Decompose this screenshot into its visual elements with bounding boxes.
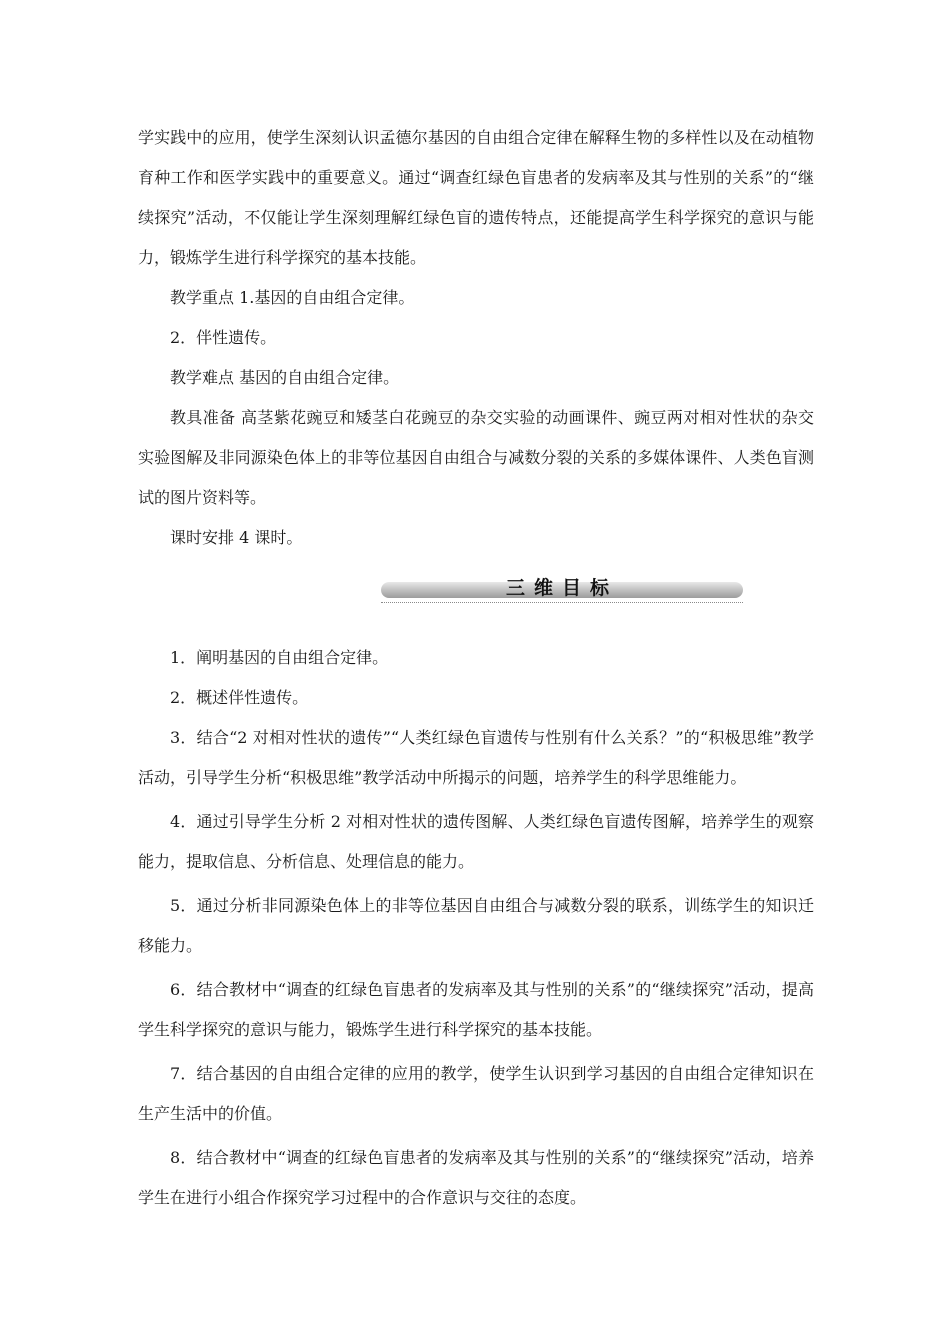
- objective-item: 2．概述伴性遗传。: [170, 688, 309, 707]
- objective-item: 3．结合“2 对相对性状的遗传”“人类红绿色盲遗传与性别有什么关系？”的“积极思维”教学活动，引导学生分析“积极思维”教学活动中所揭示的问题，培养学生的科学思维能力。: [138, 728, 814, 787]
- objective-item: 5．通过分析非同源染色体上的非等位基因自由组合与减数分裂的联系，训练学生的知识迁移能力。: [138, 896, 814, 955]
- objective-item: 4．通过引导学生分析 2 对相对性状的遗传图解、人类红绿色盲遗传图解，培养学生的观察能力，提取信息、分析信息、处理信息的能力。: [138, 812, 814, 871]
- teaching-difficulty: 教学难点 基因的自由组合定律。: [170, 368, 400, 387]
- document-body: [138, 118, 814, 1218]
- key-point-line-2: 2．伴性遗传。: [170, 328, 277, 347]
- teaching-aids: 教具准备 高茎紫花豌豆和矮茎白花豌豆的杂交实验的动画课件、豌豆两对相对性状的杂交实验图解及非同源染色体上的非等位基因自由组合与减数分裂的关系的多媒体课件、人类色盲测试的图片资料等。: [138, 408, 814, 507]
- section-heading: 三维目标: [505, 577, 618, 599]
- objective-item: 7．结合基因的自由组合定律的应用的教学，使学生认识到学习基因的自由组合定律知识在生产生活中的价值。: [138, 1064, 814, 1123]
- objective-item: 1．阐明基因的自由组合定律。: [170, 648, 389, 667]
- lesson-schedule: 课时安排 4 课时。: [170, 528, 303, 547]
- section-heading-banner: [138, 564, 814, 634]
- key-point-line-1: 教学重点 1.基因的自由组合定律。: [170, 288, 415, 307]
- heading-dotted-rule: [381, 602, 743, 603]
- objective-item: 6．结合教材中“调查的红绿色盲患者的发病率及其与性别的关系”的“继续探究”活动，提高学生科学探究的意识与能力，锻炼学生进行科学探究的基本技能。: [138, 980, 814, 1039]
- intro-paragraph: 学实践中的应用，使学生深刻认识孟德尔基因的自由组合定律在解释生物的多样性以及在动植物育种工作和医学实践中的重要意义。通过“调查红绿色盲患者的发病率及其与性别的关系”的“继续探究”活动，不仅能让学生深刻理解红绿色盲的遗传特点，还能提高学生科学探究的意识与能力，锻炼学生进行科学探究的基本技能。: [138, 128, 814, 267]
- objective-item: 8．结合教材中“调查的红绿色盲患者的发病率及其与性别的关系”的“继续探究”活动，培养学生在进行小组合作探究学习过程中的合作意识与交往的态度。: [138, 1148, 814, 1207]
